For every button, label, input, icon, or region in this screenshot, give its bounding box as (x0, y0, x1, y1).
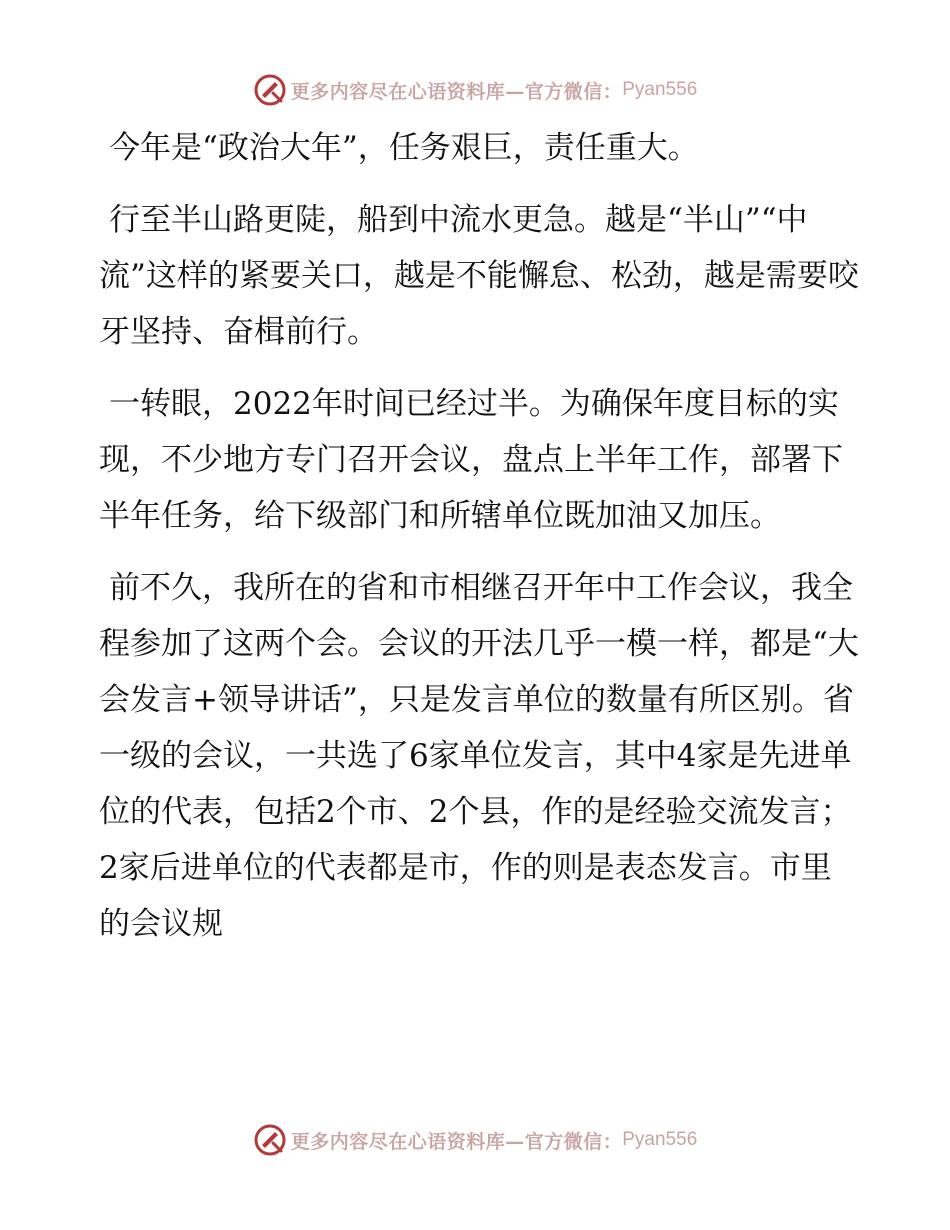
brand-logo-icon (253, 1123, 287, 1157)
watermark-footer (0, 1120, 950, 1160)
document-body (99, 120, 859, 968)
paragraph-text: 今年是“政治大年”，任务艰巨，责任重大。 (109, 130, 699, 166)
paragraph-text: 前不久，我所在的省和市相继召开年中工作会议，我全程参加了这两个会。会议的开法几乎一模一样，都是“大会发言+领导讲话”，只是发言单位的数量有所区别。省一级的会议，一共选了6家单位发言，其中4家是先进单位的代表，包括2个市、2个县，作的是经验交流发言；2家后进单位的代表都是市，作的则是表态发言。市里的会议规 (99, 570, 859, 942)
paragraph (99, 376, 859, 544)
paragraph-text: 一转眼，2022年时间已经过半。为确保年度目标的实现，不少地方专门召开会议，盘点上半年工作，部署下半年任务，给下级部门和所辖单位既加油又加压。 (99, 386, 843, 534)
paragraph (99, 560, 859, 952)
brand-logo-icon (253, 73, 287, 107)
paragraph (99, 192, 859, 360)
watermark-text: 更多内容尽在心语资料库—官方微信： (290, 80, 623, 103)
paragraph-text: 行至半山路更陡，船到中流水更急。越是“半山”“中流”这样的紧要关口，越是不能懈怠、松劲，越是需要咬牙坚持、奋楫前行。 (99, 202, 859, 350)
watermark-text: 更多内容尽在心语资料库—官方微信： (290, 1130, 623, 1153)
paragraph (99, 120, 859, 176)
watermark-header (0, 70, 950, 110)
watermark-id: Pyan556 (622, 79, 698, 100)
watermark-id: Pyan556 (622, 1129, 698, 1150)
